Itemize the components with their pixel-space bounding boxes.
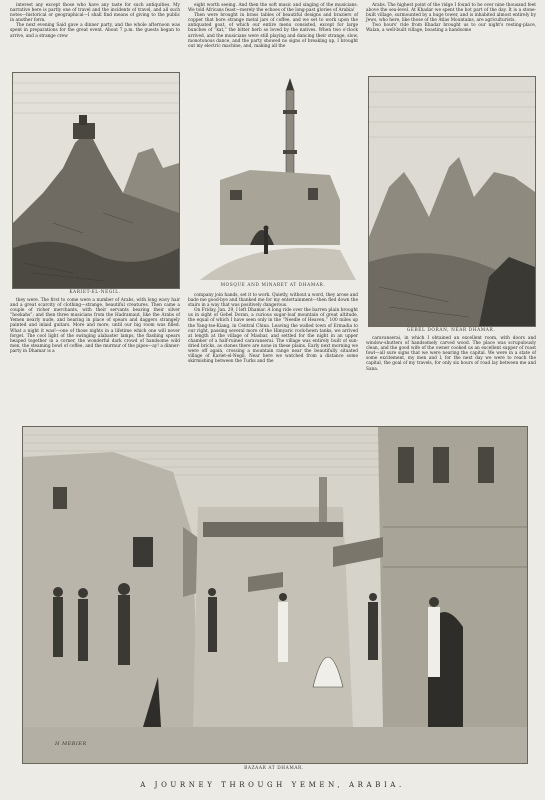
bazaar-street-engraving xyxy=(22,426,528,764)
paragraph: The next evening Said gave a dinner party, and the whole afternoon was spent in preparations for the great event. About 7 p.m. the guests began to arrive, and a strange crew xyxy=(10,23,180,39)
paragraph: caravanserai, in which I obtained an excellent room, with doors and window-shutters of handsomely carved wood. The place was scrupulously clean, and the good wife of the owner cooked us an excellent supper of roast fowl—all sure signs that we were nearing the capital. We were in a state of some excitement, my men and I, for the next day we were to reach the capital, the goal of my travels, for only six hours of road lay between me and Sana. xyxy=(366,336,536,372)
paragraph: On Friday, Jan. 29, I left Dhamar. A long ride over the barren plain brought us in sight of Gebel Doran, a curious sugar-loaf mountain of great altitude, the equal of which I have seen only in the “Needle of Heaven,” 100 miles up the Yang-tse-Kiang, in Central China. Leaving the walled town of Ermadia to our right, passing several more of the Himyaric rock-hewn tanks, we arrived at length at the village of Masbar, and settled for the night in an upper chamber of a half-ruined caravanserai. The village was entirely built of sun-dried bricks, as stones there are none in these plains. Early next morning we were off again, crossing a mountain range near the beautifully situated village of Kariet-el-Negil. Near here we watched from a distance some skirmishing between the Turks and the xyxy=(188,308,358,365)
column-3-bottom xyxy=(366,336,536,372)
caption: BAZAAR AT DHAMAR. xyxy=(244,766,304,771)
paragraph: eight worth seeing. And then the soft music and singing of the musicians. We told Africans feast—merely the echoes of the long-past glories of Arabia! xyxy=(188,3,358,14)
paragraph: they were. The first to come were a number of Arabs, with long wavy hair and a great scarcity of clothing—strange, beautiful creatures. Then came a couple of richer merchants, with their servants bearing their silver “hookahs”; and then three musicians from the Hadramaut, like the Arabs of Yemen nearly nude, and bearing in place of spears and daggers strangely painted and inlaid guitars. More and more, until our big room was filled. What a night it was!—one of those nights in a lifetime which one will never forget. The cool light of the swinging alabaster lamps, the flashing spears heaped together in a corner, the wonderful dark crowd of handsome wild men, the steaming bowl of coffee, and the murmur of the pipes—ay! a dinner-party in Dhamar is a xyxy=(10,298,180,354)
column-2-top xyxy=(188,3,358,49)
caption: MOSQUE AND MINARET AT DHAMAR. xyxy=(220,283,326,288)
paragraph: company join hands, set it to work. Quietly, without a word, they arose and bade me good-bye and thanked me for my entertainment—then fled down the stairs in a way that was positively dangerous. xyxy=(188,293,358,309)
mountain-peaks-engraving xyxy=(368,76,536,327)
caption: KARIET-EL-NEGIL. xyxy=(69,290,121,295)
minaret-engraving xyxy=(190,70,356,280)
column-1-bottom xyxy=(10,298,180,354)
artist-signature: H MEBIER xyxy=(55,741,87,747)
paragraph: interest any except those who have any taste for such antiquities. My narrative here is partly one of travel and the incidents of travel, and all such notes—historical or geographical—I shall find means of giving to the public in another form. xyxy=(10,3,180,24)
page-title: A JOURNEY THROUGH YEMEN, ARABIA. xyxy=(140,781,405,789)
paragraph: Two hours' ride from Khadar brought us to our night's resting-place, Walan, a well-built village, boasting a handsome xyxy=(366,23,536,34)
paragraph: Then were brought in brass tables of beautiful designs and braziers of copper that bore strange metal jars of coffee, and we set to work upon the antiquated goat, of which our entire menu consisted, except for large bunches of “kat,” the bitter herb so loved by the natives. When two o'clock arrived, and the musicians were still playing and dancing their strange, slow, monotonous dance, and the party showed no signs of breaking up, I brought out my electric machine, and, making all the xyxy=(188,13,358,49)
paragraph: Arabs. The highest point of the ridge I found to be over nine thousand feet above the sea-level. At Khadar we spent the hot part of the day. It is a stone-built village, surmounted by a huge tower, and is inhabited almost entirely by Jews, who here, like those of the Atlas Mountains, are agriculturists. xyxy=(366,3,536,24)
column-1-top xyxy=(10,3,180,39)
column-2-bottom xyxy=(188,293,358,364)
mountain-fortress-engraving xyxy=(12,72,180,289)
caption: GEBEL DORAN, NEAR DHAMAR. xyxy=(406,328,496,333)
column-3-top xyxy=(366,3,536,34)
